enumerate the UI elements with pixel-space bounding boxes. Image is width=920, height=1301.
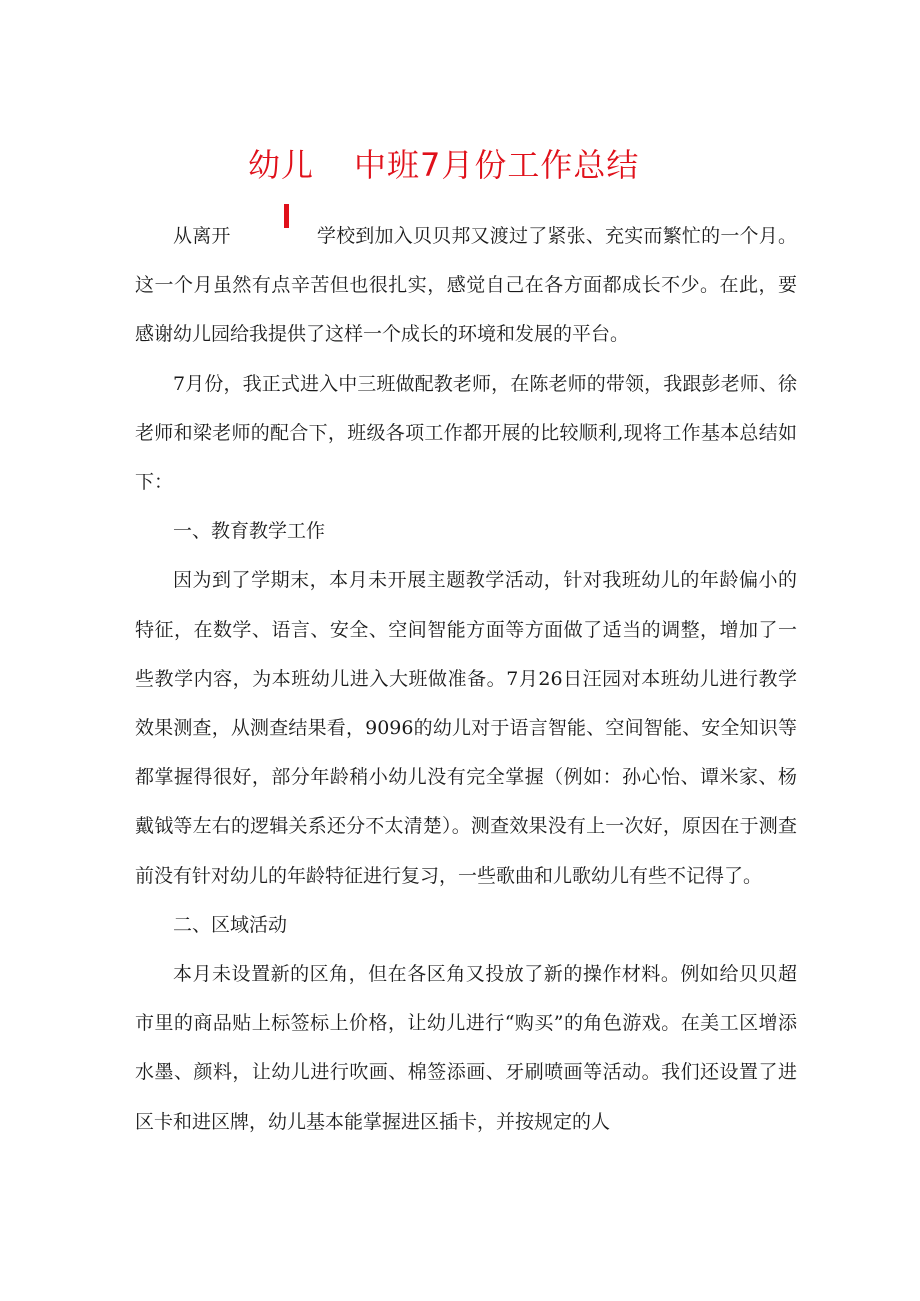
section-heading-area-activity: 二、区域活动 [173, 913, 288, 936]
document-body [135, 212, 797, 1147]
title-part-2: 中班7月份工作总结 [354, 146, 640, 184]
paragraph-intro [135, 212, 797, 360]
paragraph-july-role: 7月份，我正式进入中三班做配教老师，在陈老师的带领，我跟彭老师、徐老师和梁老师的配合下，班级各项工作都开展的比较顺利,现将工作基本总结如下： [135, 372, 797, 494]
section-heading-teaching: 一、教育教学工作 [173, 520, 326, 543]
paragraph-intro-lead: 从离开 [173, 225, 231, 247]
paragraph-intro-rest: 学校到加入贝贝邦又渡过了紧张、充实而繁忙的一个月。这一个月虽然有点辛苦但也很扎实，感觉自己在各方面都成长不少。在此，要感谢幼儿园给我提供了这样一个成长的环境和发展的平台。 [135, 225, 797, 346]
title-part-1: 幼儿 [248, 146, 315, 184]
paragraph-teaching: 因为到了学期末，本月未开展主题教学活动，针对我班幼儿的年龄偏小的特征，在数学、语言、安全、空间智能方面等方面做了适当的调整，增加了一些教学内容，为本班幼儿进入大班做准备。7月26日汪园对本班幼儿进行教学效果测查，从测查结果看，9096的幼儿对于语言智能、空间智能、安全知识等都掌握得很好，部分年龄稍小幼儿没有完全掌握（例如：孙心怡、谭米家、杨戴钺等左右的逻辑关系还分不太清楚）。测查效果没有上一次好，原因在于测查前没有针对幼儿的年龄特征进行复习，一些歌曲和儿歌幼儿有些不记得了。 [135, 569, 797, 887]
document-title [0, 142, 920, 188]
paragraph-area-activity: 本月未设置新的区角，但在各区角又投放了新的操作材料。例如给贝贝超市里的商品贴上标签标上价格，让幼儿进行“购买”的角色游戏。在美工区增添水墨、颜料，让幼儿进行吹画、棉签添画、牙刷喷画等活动。我们还设置了进区卡和进区牌，幼儿基本能掌握进区插卡，并按规定的人 [135, 963, 797, 1133]
